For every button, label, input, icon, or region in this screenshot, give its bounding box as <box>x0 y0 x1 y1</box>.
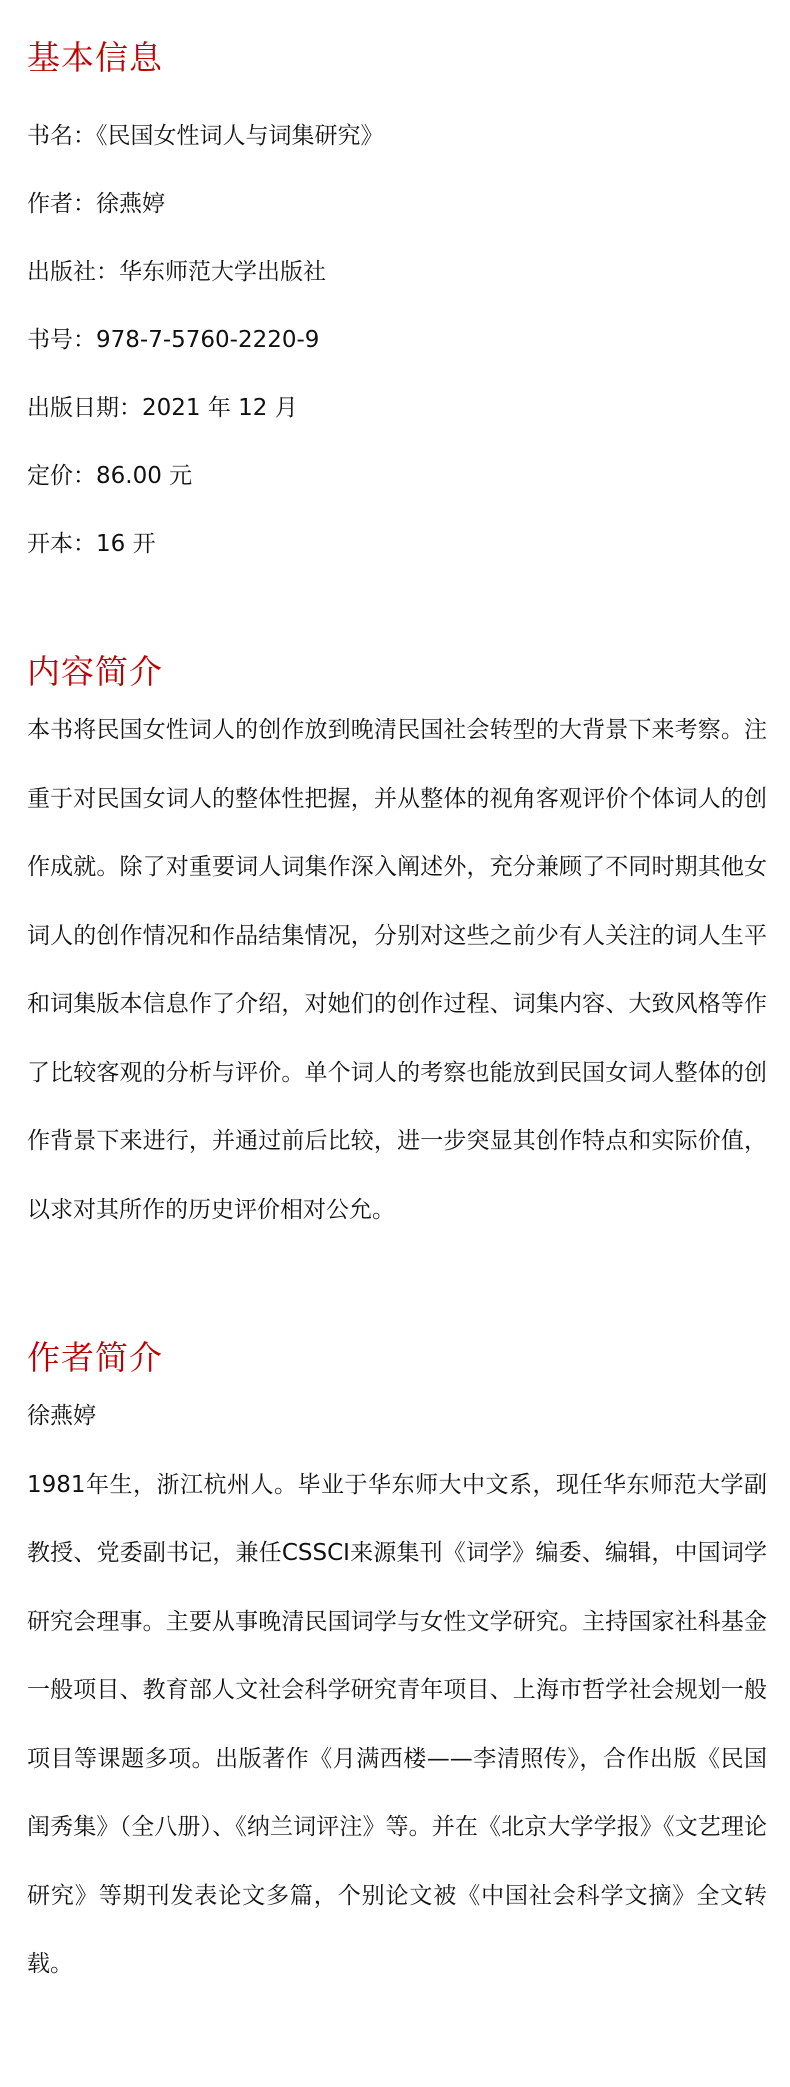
summary-heading: 内容简介 <box>27 652 163 691</box>
price-line: 定价：86.00 元 <box>27 463 193 489</box>
author-bio: 1981年生，浙江杭州人。毕业于华东师大中文系，现任华东师范大学副教授、党委副书记，兼任CSSCI来源集刊《词学》编委、编辑，中国词学研究会理事。主要从事晚清民国词学与女性文学研究。主持国家社科基金一般项目、教育部人文社会科学研究青年项目、上海市哲学社会规划一般项目等课题多项。出版著作《月满西楼——李清照传》，合作出版《民国闺秀集》（全八册）、《纳兰词评注》等。并在《北京大学学报》《文艺理论研究》等期刊发表论文多篇，个别论文被《中国社会科学文摘》全文转载。 <box>27 1471 767 1977</box>
format-line: 开本：16 开 <box>27 531 156 557</box>
author-heading: 作者简介 <box>27 1338 163 1377</box>
book-title-line: 书名：《民国女性词人与词集研究》 <box>27 123 384 149</box>
isbn-line: 书号：978-7-5760-2220-9 <box>27 327 320 353</box>
summary-text: 本书将民国女性词人的创作放到晚清民国社会转型的大背景下来考察。注重于对民国女词人的整体性把握，并从整体的视角客观评价个体词人的创作成就。除了对重要词人词集作深入阐述外，充分兼顾了不同时期其他女词人的创作情况和作品结集情况，分别对这些之前少有人关注的词人生平和词集版本信息作了介绍，对她们的创作过程、词集内容、大致风格等作了比较客观的分析与评价。单个词人的考察也能放到民国女词人整体的创作背景下来进行，并通过前后比较，进一步突显其创作特点和实际价值，以求对其所作的历史评价相对公允。 <box>27 717 767 1223</box>
basic-info-heading: 基本信息 <box>27 38 163 77</box>
publish-date-line: 出版日期：2021 年 12 月 <box>27 395 298 421</box>
publisher-line: 出版社：华东师范大学出版社 <box>27 259 326 285</box>
author-section <box>27 1338 767 1999</box>
author-name: 徐燕婷 <box>27 1403 96 1429</box>
author-line: 作者：徐燕婷 <box>27 191 165 217</box>
basic-info-section <box>27 38 767 596</box>
summary-section <box>27 652 767 1244</box>
